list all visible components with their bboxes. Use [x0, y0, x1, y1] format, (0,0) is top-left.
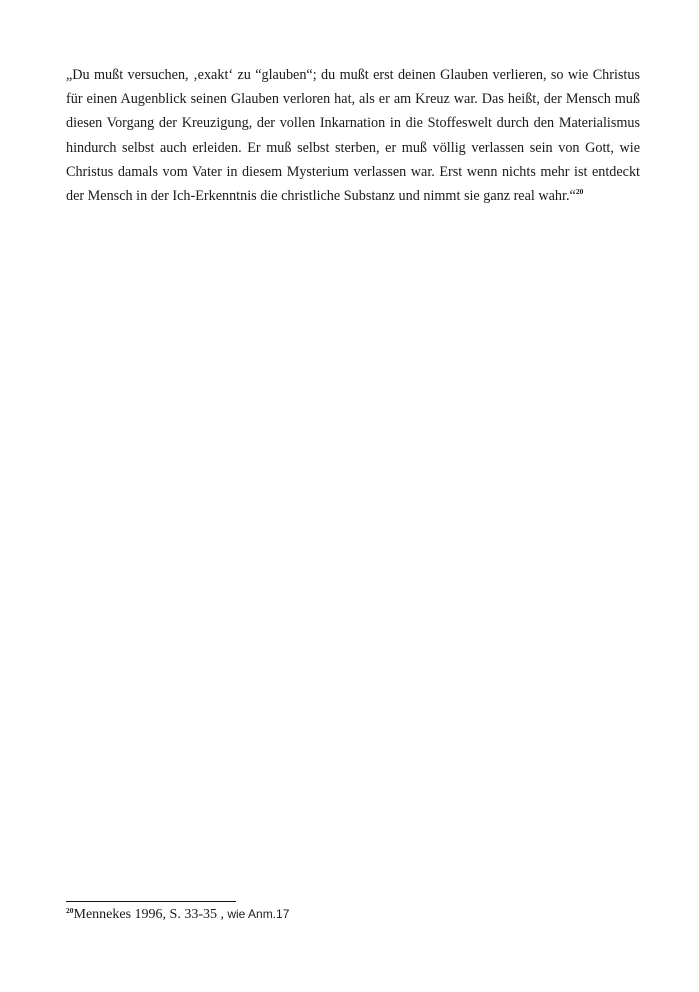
quotation-paragraph [66, 63, 640, 208]
footnote [66, 905, 289, 924]
paragraph-line: diesen Vorgang der Kreuzigung, der vollen Inkarnation in die Stoffeswelt durch den Materialismus [66, 115, 640, 132]
paragraph-line: hindurch selbst auch erleiden. Er muß selbst sterben, er muß völlig verlassen sein von Gott, wie [66, 139, 640, 156]
footnote-number: 20 [66, 906, 74, 915]
paragraph-line: „Du mußt versuchen, ‚exakt‘ zu “glauben“; du mußt erst deinen Glauben verlieren, so wie Christus [66, 67, 640, 83]
footnote-separator [66, 901, 236, 902]
footnote-text: Mennekes 1996, S. 33-35 , [73, 907, 224, 922]
paragraph-line-text: der Mensch in der Ich-Erkenntnis die christliche Substanz und nimmt sie ganz real wahr.“ [66, 188, 576, 205]
paragraph-line: Christus damals vom Vater in diesem Mysterium verlassen war. Erst wenn nichts mehr ist entdeckt [66, 163, 640, 180]
paragraph-line: für einen Augenblick seinen Glauben verloren hat, als er am Kreuz war. Das heißt, der Mensch muß [66, 91, 640, 108]
footnote-reference[interactable]: 20 [575, 187, 584, 197]
footnote-extra-text: wie Anm.17 [224, 907, 290, 921]
paragraph-line-last [66, 184, 640, 208]
